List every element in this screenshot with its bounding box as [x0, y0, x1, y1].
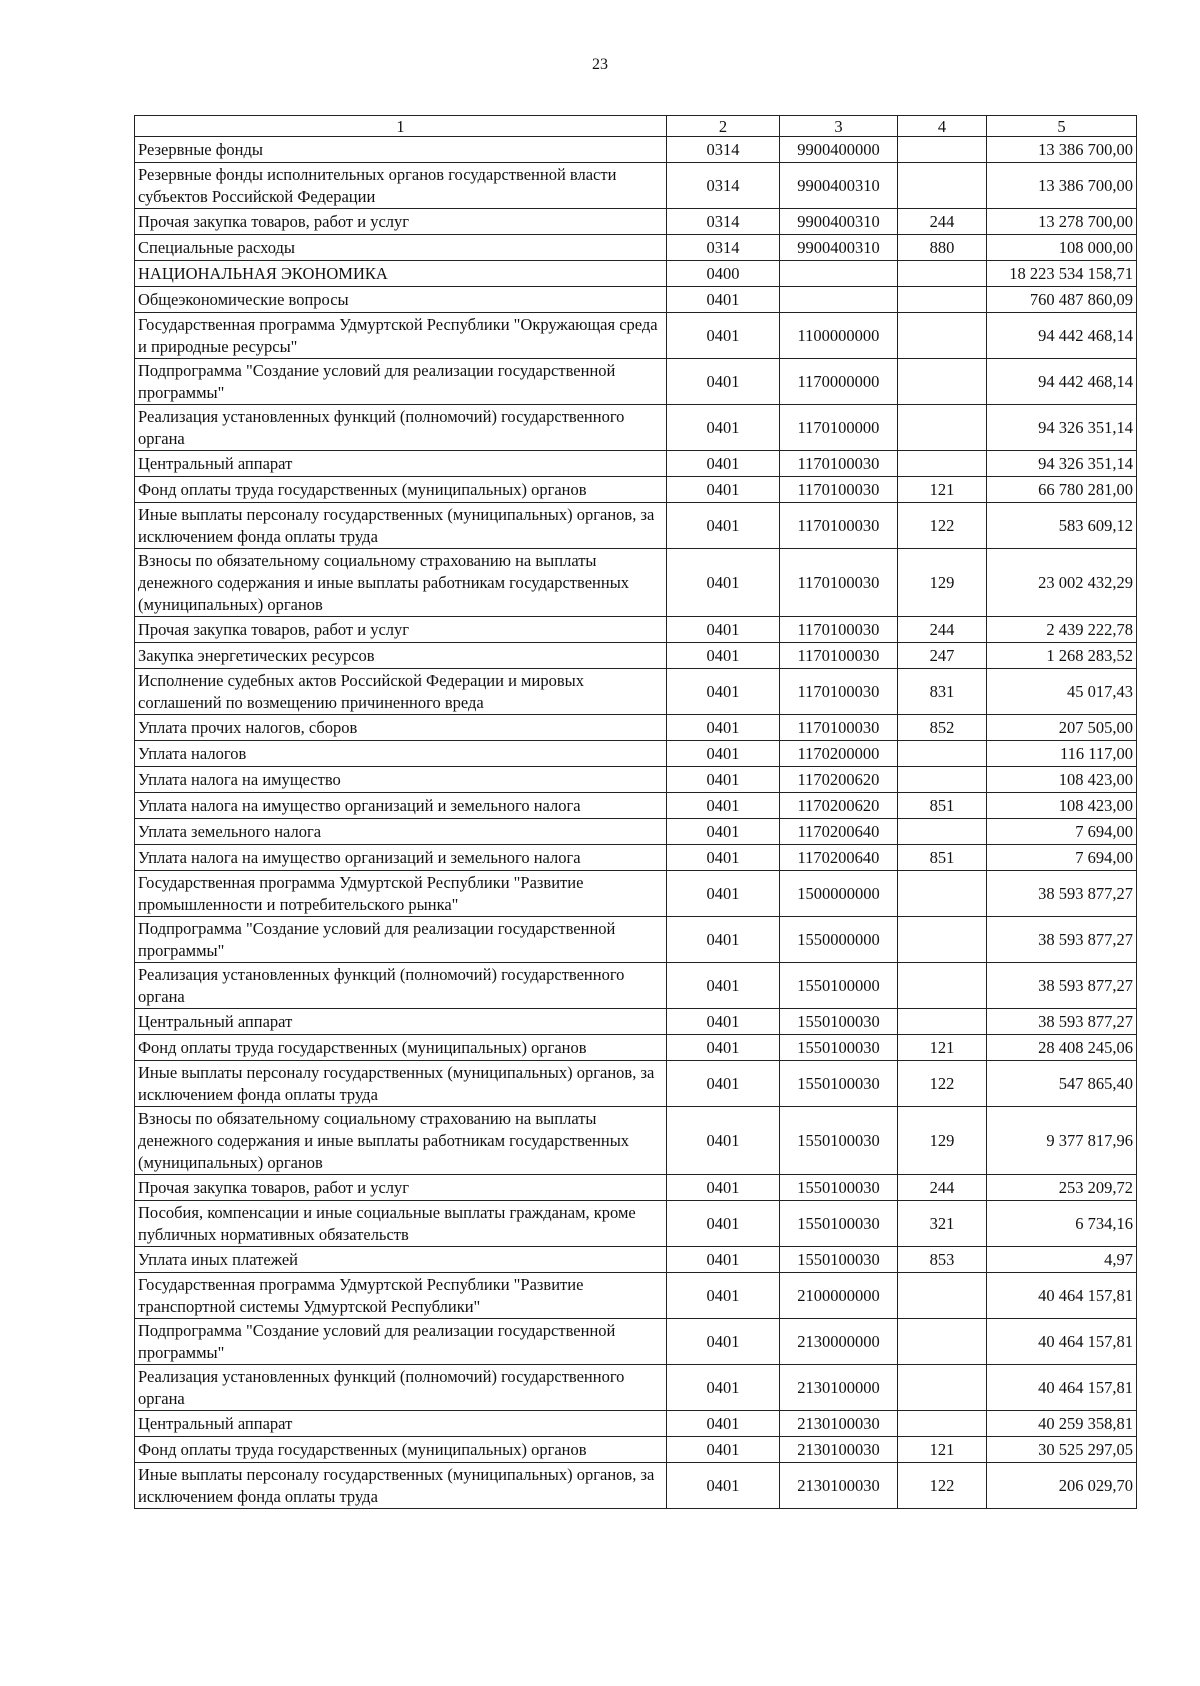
amount-cell: 13 278 700,00: [987, 209, 1137, 235]
expense-type-cell: 129: [898, 549, 987, 617]
table-row: [135, 643, 1137, 669]
expense-type-cell: [898, 871, 987, 917]
table-row: [135, 715, 1137, 741]
expense-type-cell: 121: [898, 1437, 987, 1463]
row-name-cell: Уплата прочих налогов, сборов: [135, 715, 667, 741]
table-row: [135, 1107, 1137, 1175]
amount-cell: 253 209,72: [987, 1175, 1137, 1201]
row-name-cell: Государственная программа Удмуртской Республики "Окружающая среда и природные ресурсы": [135, 313, 667, 359]
expense-type-cell: 244: [898, 617, 987, 643]
table-body: [135, 137, 1137, 1509]
section-code-cell: 0401: [667, 1437, 780, 1463]
amount-cell: 40 464 157,81: [987, 1319, 1137, 1365]
target-code-cell: 1170100030: [780, 477, 898, 503]
amount-cell: 94 442 468,14: [987, 359, 1137, 405]
amount-cell: 207 505,00: [987, 715, 1137, 741]
table-row: [135, 617, 1137, 643]
amount-cell: 7 694,00: [987, 819, 1137, 845]
expense-type-cell: 247: [898, 643, 987, 669]
target-code-cell: 1550100030: [780, 1247, 898, 1273]
row-name-cell: Закупка энергетических ресурсов: [135, 643, 667, 669]
expense-type-cell: [898, 917, 987, 963]
table-row: [135, 549, 1137, 617]
section-code-cell: 0401: [667, 1463, 780, 1509]
section-code-cell: 0401: [667, 871, 780, 917]
table-row: [135, 137, 1137, 163]
expense-type-cell: [898, 1009, 987, 1035]
row-name-cell: Прочая закупка товаров, работ и услуг: [135, 1175, 667, 1201]
target-code-cell: [780, 261, 898, 287]
row-name-cell: Специальные расходы: [135, 235, 667, 261]
table-row: [135, 793, 1137, 819]
row-name-cell: Государственная программа Удмуртской Республики "Развитие транспортной системы Удмуртской Республики": [135, 1273, 667, 1319]
amount-cell: 66 780 281,00: [987, 477, 1137, 503]
section-code-cell: 0314: [667, 163, 780, 209]
row-name-cell: Подпрограмма "Создание условий для реализации государственной программы": [135, 917, 667, 963]
amount-cell: 2 439 222,78: [987, 617, 1137, 643]
section-code-cell: 0401: [667, 669, 780, 715]
target-code-cell: 2130100030: [780, 1437, 898, 1463]
amount-cell: 38 593 877,27: [987, 917, 1137, 963]
expense-type-cell: [898, 313, 987, 359]
section-code-cell: 0314: [667, 209, 780, 235]
section-code-cell: 0314: [667, 235, 780, 261]
amount-cell: 94 326 351,14: [987, 451, 1137, 477]
table-row: [135, 1319, 1137, 1365]
target-code-cell: 9900400310: [780, 163, 898, 209]
row-name-cell: НАЦИОНАЛЬНАЯ ЭКОНОМИКА: [135, 261, 667, 287]
expense-type-cell: 831: [898, 669, 987, 715]
amount-cell: 94 442 468,14: [987, 313, 1137, 359]
section-code-cell: 0401: [667, 1035, 780, 1061]
amount-cell: 108 000,00: [987, 235, 1137, 261]
target-code-cell: 1170100030: [780, 669, 898, 715]
table-row: [135, 359, 1137, 405]
amount-cell: 40 464 157,81: [987, 1273, 1137, 1319]
target-code-cell: 1550100030: [780, 1175, 898, 1201]
row-name-cell: Подпрограмма "Создание условий для реализации государственной программы": [135, 1319, 667, 1365]
target-code-cell: 1170000000: [780, 359, 898, 405]
row-name-cell: Прочая закупка товаров, работ и услуг: [135, 209, 667, 235]
target-code-cell: 1170100030: [780, 549, 898, 617]
target-code-cell: 1170200000: [780, 741, 898, 767]
expense-type-cell: [898, 137, 987, 163]
expense-type-cell: [898, 819, 987, 845]
amount-cell: 6 734,16: [987, 1201, 1137, 1247]
table-row: [135, 1201, 1137, 1247]
section-code-cell: 0401: [667, 1411, 780, 1437]
column-header: 1: [135, 116, 667, 137]
section-code-cell: 0401: [667, 1247, 780, 1273]
expense-type-cell: [898, 741, 987, 767]
table-row: [135, 669, 1137, 715]
amount-cell: 547 865,40: [987, 1061, 1137, 1107]
row-name-cell: Иные выплаты персоналу государственных (муниципальных) органов, за исключением фонда оплаты труда: [135, 503, 667, 549]
section-code-cell: 0401: [667, 313, 780, 359]
expense-type-cell: 321: [898, 1201, 987, 1247]
target-code-cell: 1170100030: [780, 715, 898, 741]
target-code-cell: 9900400000: [780, 137, 898, 163]
expense-type-cell: [898, 1319, 987, 1365]
section-code-cell: 0314: [667, 137, 780, 163]
row-name-cell: Реализация установленных функций (полномочий) государственного органа: [135, 1365, 667, 1411]
amount-cell: 1 268 283,52: [987, 643, 1137, 669]
row-name-cell: Прочая закупка товаров, работ и услуг: [135, 617, 667, 643]
expense-type-cell: 880: [898, 235, 987, 261]
amount-cell: 760 487 860,09: [987, 287, 1137, 313]
row-name-cell: Резервные фонды исполнительных органов государственной власти субъектов Российской Федерации: [135, 163, 667, 209]
expense-type-cell: 121: [898, 1035, 987, 1061]
table-row: [135, 1365, 1137, 1411]
row-name-cell: Уплата налога на имущество: [135, 767, 667, 793]
row-name-cell: Фонд оплаты труда государственных (муниципальных) органов: [135, 1035, 667, 1061]
row-name-cell: Государственная программа Удмуртской Республики "Развитие промышленности и потребительского рынка": [135, 871, 667, 917]
row-name-cell: Уплата налогов: [135, 741, 667, 767]
amount-cell: 30 525 297,05: [987, 1437, 1137, 1463]
table-row: [135, 1463, 1137, 1509]
row-name-cell: Взносы по обязательному социальному страхованию на выплаты денежного содержания и иные выплаты работникам государственных (муниципальных) органов: [135, 1107, 667, 1175]
section-code-cell: 0401: [667, 1175, 780, 1201]
section-code-cell: 0401: [667, 715, 780, 741]
column-header: 4: [898, 116, 987, 137]
expense-type-cell: [898, 963, 987, 1009]
table-row: [135, 287, 1137, 313]
row-name-cell: Иные выплаты персоналу государственных (муниципальных) органов, за исключением фонда оплаты труда: [135, 1061, 667, 1107]
row-name-cell: Центральный аппарат: [135, 451, 667, 477]
row-name-cell: Уплата налога на имущество организаций и земельного налога: [135, 793, 667, 819]
row-name-cell: Реализация установленных функций (полномочий) государственного органа: [135, 405, 667, 451]
row-name-cell: Иные выплаты персоналу государственных (муниципальных) органов, за исключением фонда оплаты труда: [135, 1463, 667, 1509]
table-row: [135, 845, 1137, 871]
target-code-cell: 1550100030: [780, 1201, 898, 1247]
row-name-cell: Уплата налога на имущество организаций и земельного налога: [135, 845, 667, 871]
target-code-cell: 1170200620: [780, 767, 898, 793]
amount-cell: 583 609,12: [987, 503, 1137, 549]
table-row: [135, 477, 1137, 503]
expense-type-cell: 129: [898, 1107, 987, 1175]
row-name-cell: Исполнение судебных актов Российской Федерации и мировых соглашений по возмещению причиненного вреда: [135, 669, 667, 715]
section-code-cell: 0401: [667, 617, 780, 643]
expense-type-cell: [898, 1411, 987, 1437]
amount-cell: 45 017,43: [987, 669, 1137, 715]
row-name-cell: Уплата иных платежей: [135, 1247, 667, 1273]
section-code-cell: 0401: [667, 1273, 780, 1319]
expense-type-cell: [898, 359, 987, 405]
expense-type-cell: 244: [898, 209, 987, 235]
page-number: 23: [592, 56, 608, 73]
table-row: [135, 1411, 1137, 1437]
target-code-cell: 1170100030: [780, 451, 898, 477]
column-header: 5: [987, 116, 1137, 137]
table-row: [135, 1175, 1137, 1201]
amount-cell: 38 593 877,27: [987, 871, 1137, 917]
table-row: [135, 741, 1137, 767]
target-code-cell: 2100000000: [780, 1273, 898, 1319]
target-code-cell: [780, 287, 898, 313]
expense-type-cell: [898, 1273, 987, 1319]
target-code-cell: 1550100030: [780, 1107, 898, 1175]
table-row: [135, 1061, 1137, 1107]
expense-type-cell: 122: [898, 1463, 987, 1509]
section-code-cell: 0401: [667, 917, 780, 963]
section-code-cell: 0401: [667, 477, 780, 503]
expense-type-cell: [898, 261, 987, 287]
section-code-cell: 0401: [667, 503, 780, 549]
column-header: 2: [667, 116, 780, 137]
table-row: [135, 1247, 1137, 1273]
row-name-cell: Пособия, компенсации и иные социальные выплаты гражданам, кроме публичных нормативных обязательств: [135, 1201, 667, 1247]
table-row: [135, 163, 1137, 209]
amount-cell: 7 694,00: [987, 845, 1137, 871]
target-code-cell: 1500000000: [780, 871, 898, 917]
row-name-cell: Центральный аппарат: [135, 1411, 667, 1437]
row-name-cell: Общеэкономические вопросы: [135, 287, 667, 313]
amount-cell: 206 029,70: [987, 1463, 1137, 1509]
section-code-cell: 0401: [667, 1009, 780, 1035]
amount-cell: 108 423,00: [987, 793, 1137, 819]
amount-cell: 9 377 817,96: [987, 1107, 1137, 1175]
table-row: [135, 871, 1137, 917]
table-row: [135, 1437, 1137, 1463]
table-row: [135, 819, 1137, 845]
section-code-cell: 0401: [667, 963, 780, 1009]
table-row: [135, 451, 1137, 477]
target-code-cell: 1550000000: [780, 917, 898, 963]
amount-cell: 108 423,00: [987, 767, 1137, 793]
table-header: [135, 116, 1137, 137]
expense-type-cell: [898, 451, 987, 477]
target-code-cell: 1100000000: [780, 313, 898, 359]
section-code-cell: 0401: [667, 451, 780, 477]
expense-type-cell: [898, 767, 987, 793]
table-row: [135, 261, 1137, 287]
row-name-cell: Реализация установленных функций (полномочий) государственного органа: [135, 963, 667, 1009]
amount-cell: 38 593 877,27: [987, 1009, 1137, 1035]
amount-cell: 94 326 351,14: [987, 405, 1137, 451]
expense-type-cell: [898, 405, 987, 451]
expense-type-cell: [898, 163, 987, 209]
table-row: [135, 209, 1137, 235]
table-row: [135, 1009, 1137, 1035]
expense-type-cell: 851: [898, 845, 987, 871]
expense-type-cell: 244: [898, 1175, 987, 1201]
amount-cell: 23 002 432,29: [987, 549, 1137, 617]
row-name-cell: Уплата земельного налога: [135, 819, 667, 845]
amount-cell: 13 386 700,00: [987, 137, 1137, 163]
target-code-cell: 1170100030: [780, 617, 898, 643]
table-row: [135, 1035, 1137, 1061]
section-code-cell: 0401: [667, 643, 780, 669]
column-header: 3: [780, 116, 898, 137]
target-code-cell: 1170200640: [780, 845, 898, 871]
section-code-cell: 0401: [667, 767, 780, 793]
section-code-cell: 0401: [667, 845, 780, 871]
amount-cell: 116 117,00: [987, 741, 1137, 767]
amount-cell: 38 593 877,27: [987, 963, 1137, 1009]
section-code-cell: 0400: [667, 261, 780, 287]
section-code-cell: 0401: [667, 1061, 780, 1107]
table-row: [135, 1273, 1137, 1319]
table-row: [135, 767, 1137, 793]
amount-cell: 13 386 700,00: [987, 163, 1137, 209]
budget-table: [134, 115, 1137, 1509]
section-code-cell: 0401: [667, 1201, 780, 1247]
amount-cell: 40 464 157,81: [987, 1365, 1137, 1411]
section-code-cell: 0401: [667, 549, 780, 617]
section-code-cell: 0401: [667, 1365, 780, 1411]
section-code-cell: 0401: [667, 1319, 780, 1365]
target-code-cell: 1170200620: [780, 793, 898, 819]
row-name-cell: Подпрограмма "Создание условий для реализации государственной программы": [135, 359, 667, 405]
row-name-cell: Резервные фонды: [135, 137, 667, 163]
amount-cell: 18 223 534 158,71: [987, 261, 1137, 287]
expense-type-cell: 122: [898, 503, 987, 549]
expense-type-cell: [898, 1365, 987, 1411]
section-code-cell: 0401: [667, 359, 780, 405]
target-code-cell: 9900400310: [780, 209, 898, 235]
row-name-cell: Фонд оплаты труда государственных (муниципальных) органов: [135, 1437, 667, 1463]
expense-type-cell: 851: [898, 793, 987, 819]
target-code-cell: 1170100030: [780, 503, 898, 549]
amount-cell: 28 408 245,06: [987, 1035, 1137, 1061]
expense-type-cell: 121: [898, 477, 987, 503]
section-code-cell: 0401: [667, 819, 780, 845]
target-code-cell: 1550100030: [780, 1035, 898, 1061]
target-code-cell: 1550100000: [780, 963, 898, 1009]
table-row: [135, 503, 1137, 549]
section-code-cell: 0401: [667, 287, 780, 313]
target-code-cell: 2130000000: [780, 1319, 898, 1365]
target-code-cell: 1550100030: [780, 1009, 898, 1035]
expense-type-cell: 853: [898, 1247, 987, 1273]
target-code-cell: 2130100030: [780, 1411, 898, 1437]
target-code-cell: 1550100030: [780, 1061, 898, 1107]
header-row: [135, 116, 1137, 137]
target-code-cell: 1170100030: [780, 643, 898, 669]
table-row: [135, 963, 1137, 1009]
section-code-cell: 0401: [667, 1107, 780, 1175]
table-row: [135, 405, 1137, 451]
amount-cell: 40 259 358,81: [987, 1411, 1137, 1437]
table-row: [135, 917, 1137, 963]
section-code-cell: 0401: [667, 405, 780, 451]
table-row: [135, 235, 1137, 261]
table-row: [135, 313, 1137, 359]
expense-type-cell: [898, 287, 987, 313]
target-code-cell: 1170100000: [780, 405, 898, 451]
section-code-cell: 0401: [667, 793, 780, 819]
row-name-cell: Взносы по обязательному социальному страхованию на выплаты денежного содержания и иные выплаты работникам государственных (муниципальных) органов: [135, 549, 667, 617]
row-name-cell: Центральный аппарат: [135, 1009, 667, 1035]
section-code-cell: 0401: [667, 741, 780, 767]
target-code-cell: 2130100030: [780, 1463, 898, 1509]
row-name-cell: Фонд оплаты труда государственных (муниципальных) органов: [135, 477, 667, 503]
expense-type-cell: 852: [898, 715, 987, 741]
target-code-cell: 2130100000: [780, 1365, 898, 1411]
amount-cell: 4,97: [987, 1247, 1137, 1273]
target-code-cell: 9900400310: [780, 235, 898, 261]
target-code-cell: 1170200640: [780, 819, 898, 845]
expense-type-cell: 122: [898, 1061, 987, 1107]
